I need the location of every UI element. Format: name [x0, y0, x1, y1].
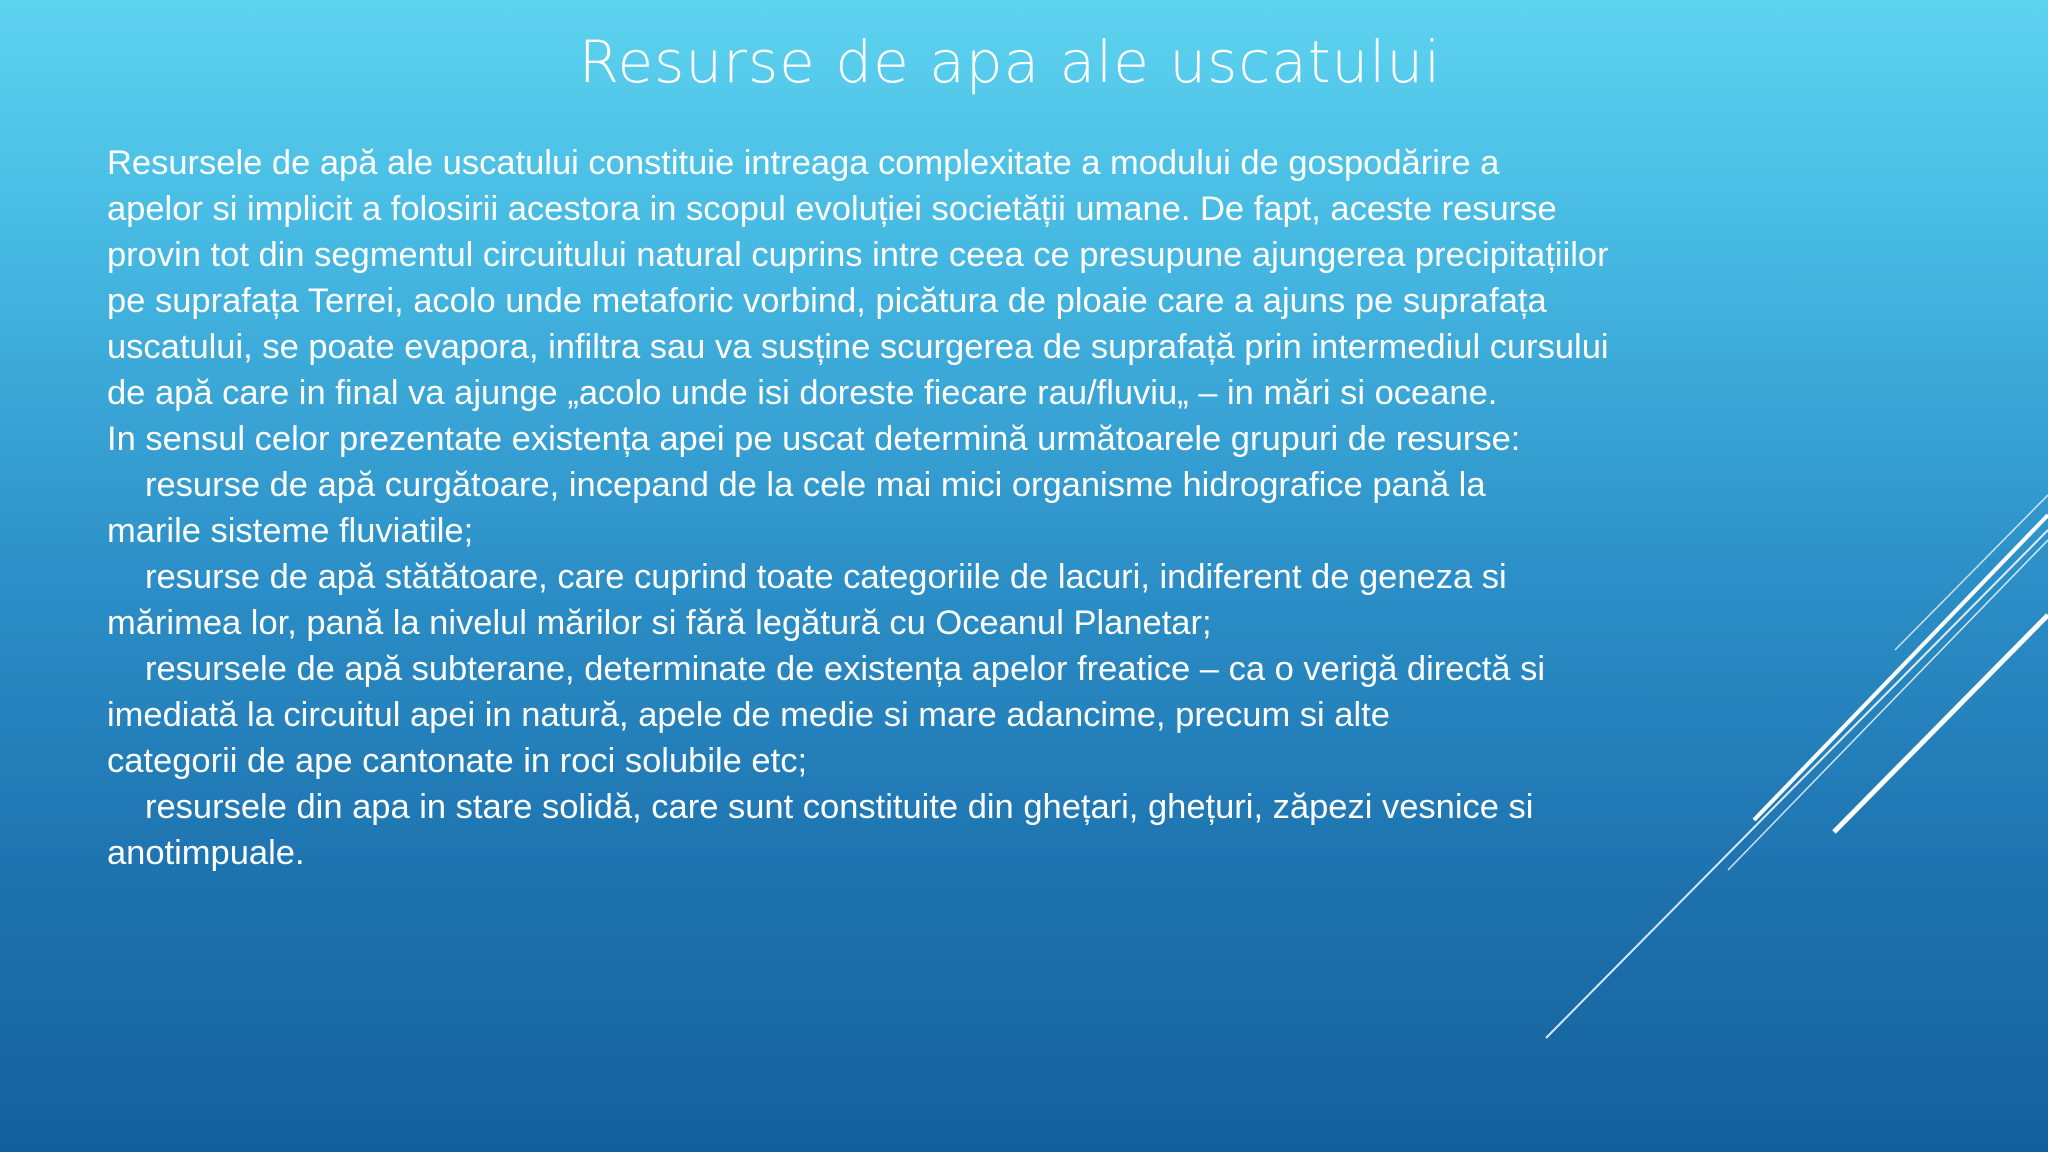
slide-body — [107, 140, 1807, 876]
body-line: marile sisteme fluviatile; — [107, 512, 474, 550]
body-line: In sensul celor prezentate existența apei pe uscat determină următoarele grupuri de resurse: — [107, 420, 1521, 458]
body-line: categorii de ape cantonate in roci solubile etc; — [107, 742, 808, 780]
body-line: pe suprafața Terrei, acolo unde metaforic vorbind, picătura de ploaie care a ajuns pe suprafața — [107, 282, 1547, 320]
body-line: provin tot din segmentul circuitului natural cuprins intre ceea ce presupune ajungerea precipitațiilor — [107, 236, 1609, 274]
deco-line-thin-2 — [1895, 495, 2048, 650]
body-line: Resursele de apă ale uscatului constituie intreaga complexitate a modului de gospodărire a — [107, 144, 1500, 182]
body-line: anotimpuale. — [107, 834, 305, 872]
slide-title: Resurse de apa ale uscatului — [578, 28, 1442, 96]
body-line: de apă care in final va ajunge „acolo unde isi doreste fiecare rau/fluviu„ – in mări si oceane. — [107, 374, 1498, 412]
list-item-line: resursele de apă subterane, determinate de existența apelor freatice – ca o verigă directă si — [145, 650, 1545, 688]
body-line: mărimea lor, pană la nivelul mărilor si fără legătură cu Oceanul Planetar; — [107, 604, 1212, 642]
list-item-line: resurse de apă curgătoare, incepand de la cele mai mici organisme hidrografice pană la — [145, 466, 1486, 504]
body-line: imediată la circuitul apei in natură, apele de medie si mare adancime, precum si alte — [107, 696, 1390, 734]
deco-line-thick-2 — [1834, 615, 2048, 832]
body-line: uscatului, se poate evapora, infiltra sau va susține scurgerea de suprafață prin intermediul cursului — [107, 328, 1609, 366]
list-item-line: resurse de apă stătătoare, care cuprind toate categoriile de lacuri, indiferent de geneza si — [145, 558, 1507, 596]
list-item-line: resursele din apa in stare solidă, care sunt constituite din ghețari, ghețuri, zăpezi vesnice si — [145, 788, 1534, 826]
body-line: apelor si implicit a folosirii acestora in scopul evoluției societății umane. De fapt, aceste resurse — [107, 190, 1557, 228]
